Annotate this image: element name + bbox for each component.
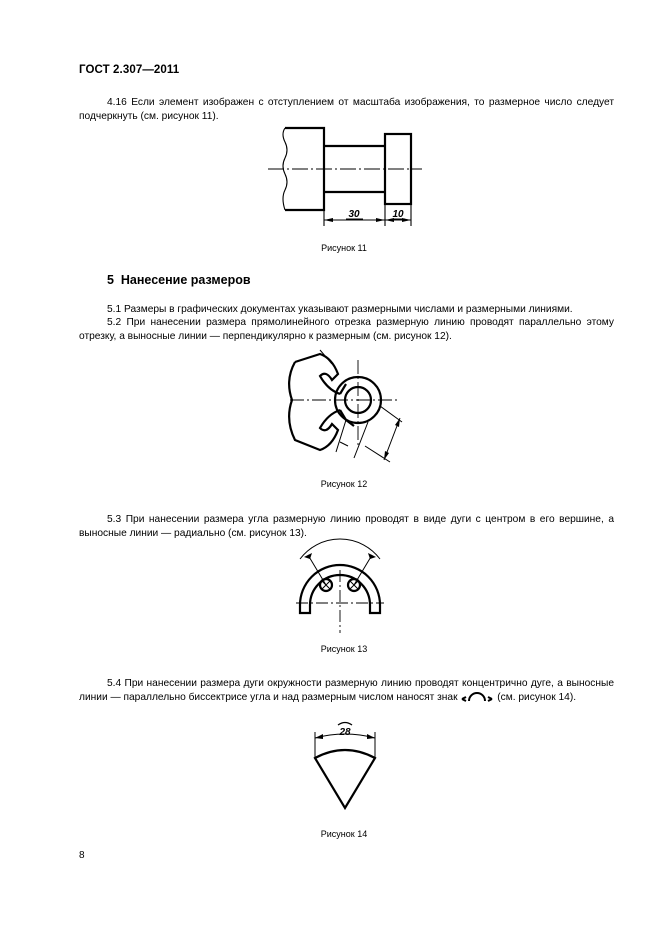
arc-sign-icon <box>460 691 494 703</box>
paragraph-5-1 <box>79 303 614 317</box>
paragraph-number: 5.1 <box>107 304 122 315</box>
section-number: 5 <box>107 273 114 287</box>
paragraph-number: 5.3 <box>107 514 122 525</box>
figure-11-drawing <box>260 120 430 235</box>
paragraph-text: При нанесении размера дуги окружности размерную линию проводят концентрично дуге, а выносные линии — параллельно биссектрисе угла и над размерным числом наносят знак <box>79 678 614 703</box>
section-title: Нанесение размеров <box>120 273 251 287</box>
figure-11-caption: Рисунок 11 <box>321 243 367 253</box>
figure-12-caption: Рисунок 12 <box>320 479 368 489</box>
page-number: 8 <box>79 850 85 861</box>
paragraph-number: 4.16 <box>107 97 127 108</box>
paragraph-4-16 <box>79 96 614 123</box>
section-heading <box>107 273 251 287</box>
paragraph-text: Если элемент изображен с отступлением от масштаба изображения, то размерное число следует подчеркнуть (см. рисунок 11). <box>79 97 614 122</box>
paragraph-5-3 <box>79 513 614 540</box>
paragraph-tail: (см. рисунок 14). <box>497 691 577 703</box>
figure-14-drawing <box>305 718 385 818</box>
standard-header: ГОСТ 2.307—2011 <box>79 64 180 76</box>
paragraph-number: 5.2 <box>107 317 122 328</box>
dimension-28: 28 <box>339 727 351 738</box>
figure-13-drawing <box>290 545 390 635</box>
dimension-10: 10 <box>392 209 404 220</box>
paragraph-text: При нанесении размера угла размерную линию проводят в виде дуги с центром в его вершине, а выносные линии — радиально (см. рисунок 13). <box>79 514 614 539</box>
paragraph-5-4 <box>79 677 614 704</box>
paragraph-number: 5.4 <box>107 678 122 689</box>
dimension-30: 30 <box>348 209 360 220</box>
figure-14-caption: Рисунок 14 <box>320 829 368 839</box>
figure-13-caption: Рисунок 13 <box>320 644 368 654</box>
paragraph-5-2 <box>79 316 614 343</box>
paragraph-text: Размеры в графических документах указывают размерными числами и размерными линиями. <box>124 304 573 315</box>
paragraph-text: При нанесении размера прямолинейного отрезка размерную линию проводят параллельно этому отрезку, а выносные линии — перпендикулярно к размерным (см. рисунок 12). <box>79 317 614 342</box>
figure-12-drawing <box>280 350 420 465</box>
